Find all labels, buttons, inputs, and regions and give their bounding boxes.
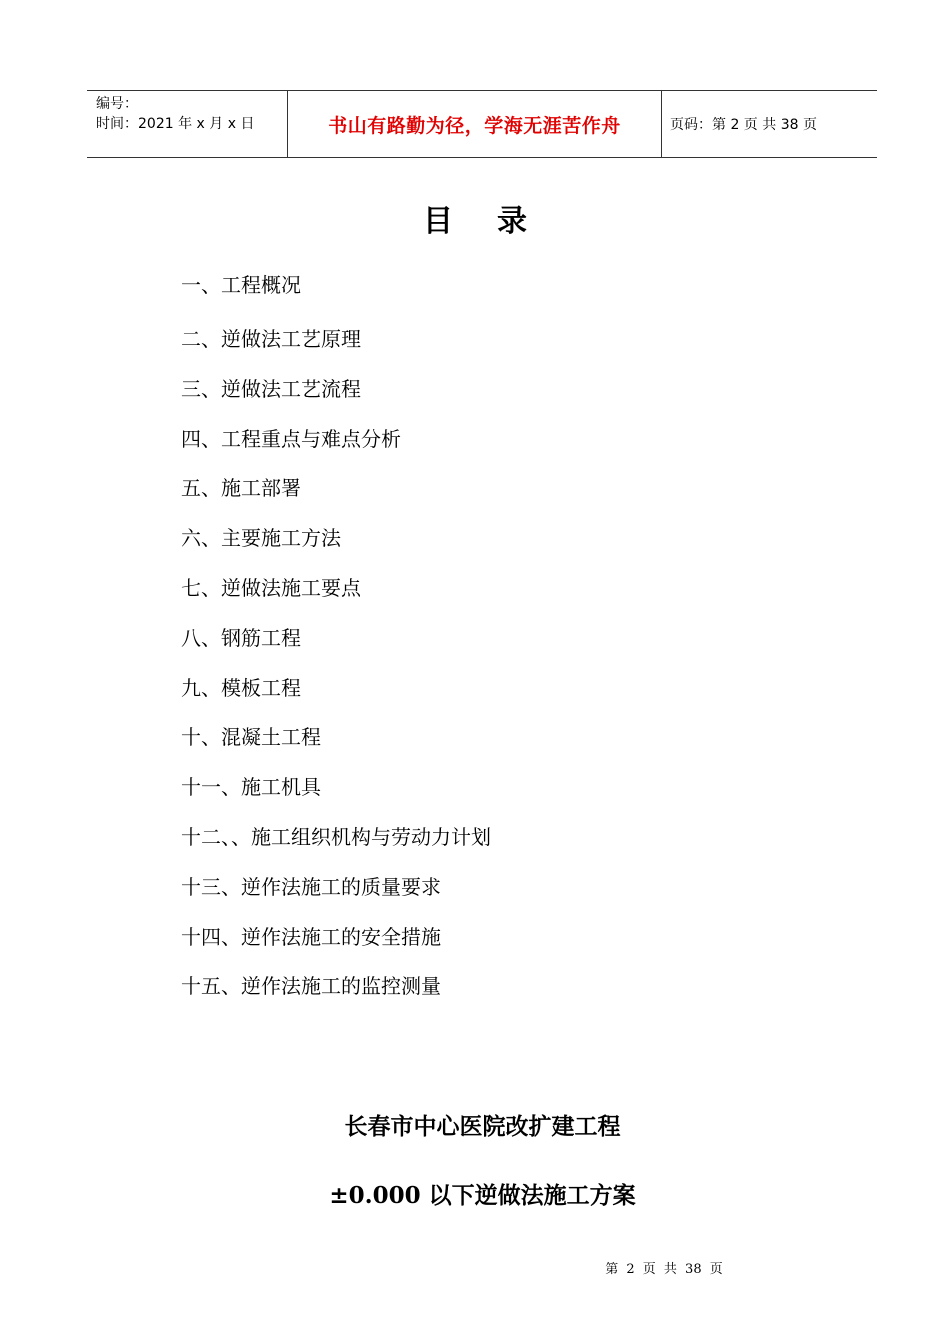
toc-item[interactable]: 四、工程重点与难点分析 [181,426,401,451]
page-header [87,90,877,158]
toc-title: 目录 [423,204,571,239]
toc-item[interactable]: 十三、逆作法施工的质量要求 [181,874,441,899]
header-time-label: 时间：2021 年 x 月 x 日 [96,116,255,132]
header-meta [87,91,288,157]
toc-item[interactable]: 十一、施工机具 [181,775,321,800]
toc-list [181,266,491,1017]
header-motto: 书山有路勤为径，学海无涯苦作舟 [288,91,662,157]
toc-item[interactable]: 七、逆做法施工要点 [181,575,361,600]
toc-item[interactable]: 六、主要施工方法 [181,526,341,551]
header-page-code: 页码：第 2 页 共 38 页 [670,117,817,133]
page-footer-number: 第 2 页 共 38 页 [605,1262,723,1277]
toc-item[interactable]: 三、逆做法工艺流程 [181,376,361,401]
toc-item[interactable]: 九、模板工程 [181,675,301,700]
toc-item[interactable]: 一、工程概况 [181,273,301,297]
toc-item[interactable]: 十五、逆作法施工的监控测量 [181,974,441,999]
toc-item[interactable]: 十四、逆作法施工的安全措施 [181,924,441,949]
document-title-line2: ±0.000 以下逆做法施工方案 [329,1182,636,1209]
document-title-line1: 长春市中心医院改扩建工程 [344,1113,621,1140]
toc-item[interactable]: 八、钢筋工程 [181,625,301,650]
toc-item[interactable]: 五、施工部署 [181,476,301,501]
toc-item[interactable]: 二、逆做法工艺原理 [181,327,361,351]
toc-item[interactable]: 十、混凝土工程 [181,725,321,750]
toc-item[interactable]: 十二、、施工组织机构与劳动力计划 [181,824,491,849]
header-number-label: 编号： [96,96,138,112]
